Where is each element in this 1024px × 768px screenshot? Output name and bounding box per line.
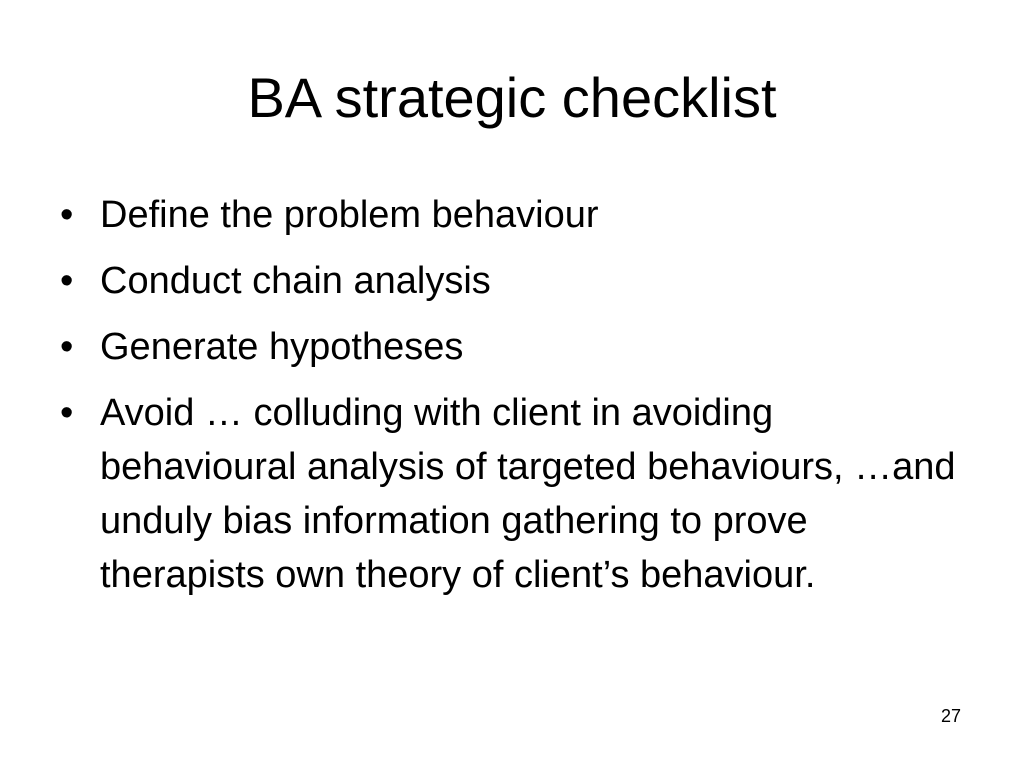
bullet-icon: • <box>60 194 74 236</box>
bullet-item-avoid-colluding <box>60 386 980 602</box>
bullet-text: Generate hypotheses <box>100 326 464 368</box>
bullet-text: Conduct chain analysis <box>100 260 491 302</box>
bullet-icon: • <box>60 260 74 302</box>
slide-title: BA strategic checklist <box>247 66 777 129</box>
slide-number: 27 <box>940 706 961 726</box>
bullet-icon: • <box>60 392 74 434</box>
bullet-item-hypotheses <box>60 320 980 374</box>
bullet-item-define-problem <box>60 188 980 242</box>
bullet-item-chain-analysis <box>60 254 980 308</box>
bullet-text: Define the problem behaviour <box>100 194 599 236</box>
bullet-text: Avoid … colluding with client in avoiding behavioural analysis of targeted behaviours, …and unduly bias information gathering to prove therapists own theory of client’s behaviour. <box>100 392 956 596</box>
bullet-list <box>60 188 980 602</box>
bullet-icon: • <box>60 326 74 368</box>
